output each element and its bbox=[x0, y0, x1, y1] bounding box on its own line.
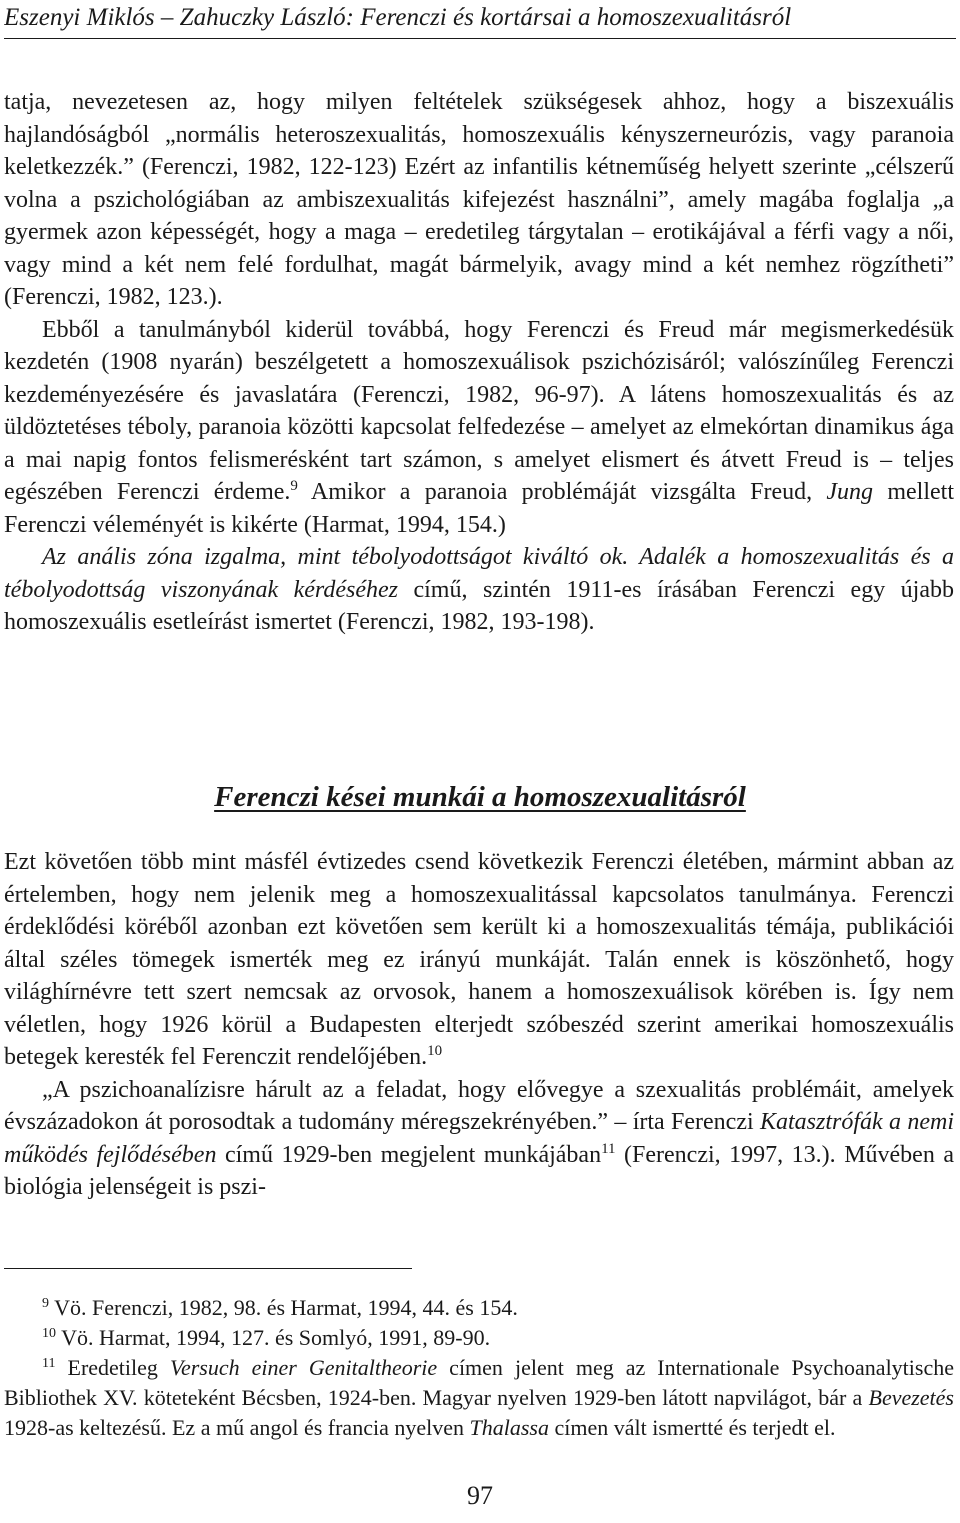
footnote-11-text-b: címen jelent meg az Internationale Psychoanalytische Bibliothek XV. köteteként Bécsben, 1924-ben. Magyar nyelven 1929-ben látott napvilágot, bár a bbox=[4, 1355, 954, 1410]
paragraph-5-text-b: című 1929-ben megjelent munkájában bbox=[216, 1141, 602, 1168]
paragraph-2-text-b: Amikor a paranoia problémáját vizsgálta Freud, bbox=[297, 479, 827, 505]
paragraph-5-work-title: Katasztrófák a nemi működés fejlődésében bbox=[4, 1109, 954, 1168]
paragraph-2-text-c: mellett Ferenczi véleményét is kikérte (Harmat, 1994, 154.) bbox=[4, 479, 954, 538]
footnote-11-text-d: címen vált ismertté és terjedt el. bbox=[548, 1415, 836, 1440]
footnote-ref-10[interactable]: 10 bbox=[427, 1043, 443, 1059]
paragraph-3 bbox=[4, 541, 954, 639]
body-text-upper bbox=[4, 86, 954, 639]
footnote-11-italic-c: Thalassa bbox=[469, 1415, 549, 1440]
page-number: 97 bbox=[467, 1481, 493, 1510]
paragraph-4-text: Ezt követően több mint másfél évtizedes csend következik Ferenczi életében, mármint abban az értelemben, hogy nem jelenik meg a homoszexualitással kapcsolatos tanulmánya. Ferenczi érdeklődési köréből azonban ezt követően sem került ki a homoszexualitás témája, publikációi által széles tömegek ismerték meg ez irányú munkáját. Talán ennek is köszönhető, hogy világhírnévre tett szert nemcsak az orvosok, hanem a homoszexuálisok körében is. Így nem véletlen, hogy 1926 körül a Budapesten elterjedt szóbeszéd szerint amerikai homoszexuális betegek keresték fel Ferenczit rendelőjében. bbox=[4, 849, 954, 1070]
paragraph-3-text: című, szintén 1911-es írásában Ferenczi egy újabb homoszexuális esetleírást ismertet (Ferenczi, 1982, 193-198). bbox=[4, 576, 954, 635]
footnote-10 bbox=[4, 1323, 954, 1353]
paragraph-5-text-a: „A pszichoanalízisre hárult az a feladat, hogy elővegye a szexualitás problémáit, amelyek évszázadokon át porosodtak a tudomány méregszekrényében.” – írta Ferenczi bbox=[4, 1076, 954, 1135]
paragraph-4 bbox=[4, 846, 954, 1074]
footnote-11 bbox=[4, 1353, 954, 1443]
paragraph-2-jung: Jung bbox=[826, 479, 874, 505]
footnote-10-text: Vö. Harmat, 1994, 127. és Somlyó, 1991, 89-90. bbox=[56, 1325, 491, 1350]
paragraph-2 bbox=[4, 314, 954, 542]
footnote-9-number: 9 bbox=[42, 1296, 49, 1311]
paragraph-1-text: tatja, nevezetesen az, hogy milyen feltételek szükségesek ahhoz, hogy a biszexuális hajlandóságból „normális heteroszexualitás, homoszexuális kényszerneurózis, vagy paranoia keletkezzék.” (Ferenczi, 1982, 122-123) Ezért az infantilis kétneműség helyett szerinte „célszerű volna a pszichológiában az ambiszexualitás kifejezést használni”, amely magába foglalja „a gyermek azon képességét, hogy a maga – eredetileg tárgytalan – erotikájával a férfi vagy a női, vagy mind a két nem felé fordulhat, magát bármelyik, avagy mind a két nemhez rögzítheti” (Ferenczi, 1982, 123.). bbox=[4, 89, 954, 310]
footnote-10-number: 10 bbox=[42, 1326, 56, 1341]
body-text-lower bbox=[4, 846, 954, 1204]
footnote-divider bbox=[4, 1268, 412, 1269]
paragraph-5 bbox=[4, 1074, 954, 1204]
running-head: Eszenyi Miklós – Zahuczky László: Ferenczi és kortársai a homoszexualitásról bbox=[4, 2, 956, 39]
footnote-11-italic-a: Versuch einer Genitaltheorie bbox=[169, 1355, 438, 1380]
paragraph-5-text-c: (Ferenczi, 1997, 13.). Művében a biológia jelenségeit is pszi- bbox=[4, 1141, 955, 1200]
footnote-ref-11[interactable]: 11 bbox=[601, 1140, 616, 1157]
section-heading bbox=[0, 778, 960, 816]
footnote-11-number: 11 bbox=[42, 1356, 56, 1371]
paragraph-3-work-title: Az anális zóna izgalma, mint tébolyodottságot kiváltó ok. Adalék a homoszexualitás és a tébolyodottság viszonyának kérdéséhez bbox=[4, 544, 954, 603]
paragraph-1 bbox=[4, 86, 954, 314]
section-heading-text: Ferenczi kései munkái a homoszexualitásról bbox=[214, 781, 746, 813]
paragraph-2-text-a: Ebből a tanulmányból kiderül továbbá, hogy Ferenczi és Freud már megismerkedésük kezdetén (1908 nyarán) beszélgetett a homoszexuálisok pszichózisáról; valószínűleg Ferenczi kezdeményezésére és javaslatára (Ferenczi, 1982, 96-97). A látens homoszexualitás és az üldöztetéses téboly, paranoia közötti kapcsolat felfedezése – amelyet az elmekórtan dinamikus ága a mai napig fontos felismerésként tart számon, s amelyet elismert és átvett Freud is – teljes egészében Ferenczi érdeme. bbox=[4, 316, 954, 505]
footnote-11-text-c: 1928-as keltezésű. Ez a mű angol és francia nyelven bbox=[4, 1415, 470, 1440]
footnote-ref-9[interactable]: 9 bbox=[290, 478, 298, 494]
footnote-11-italic-b: Bevezetés bbox=[868, 1385, 954, 1410]
footnote-11-text-a: Eredetileg bbox=[55, 1355, 170, 1380]
footnote-9-text: Vö. Ferenczi, 1982, 98. és Harmat, 1994, 44. és 154. bbox=[49, 1295, 518, 1320]
footnotes bbox=[4, 1293, 954, 1443]
footnote-9 bbox=[4, 1293, 954, 1323]
